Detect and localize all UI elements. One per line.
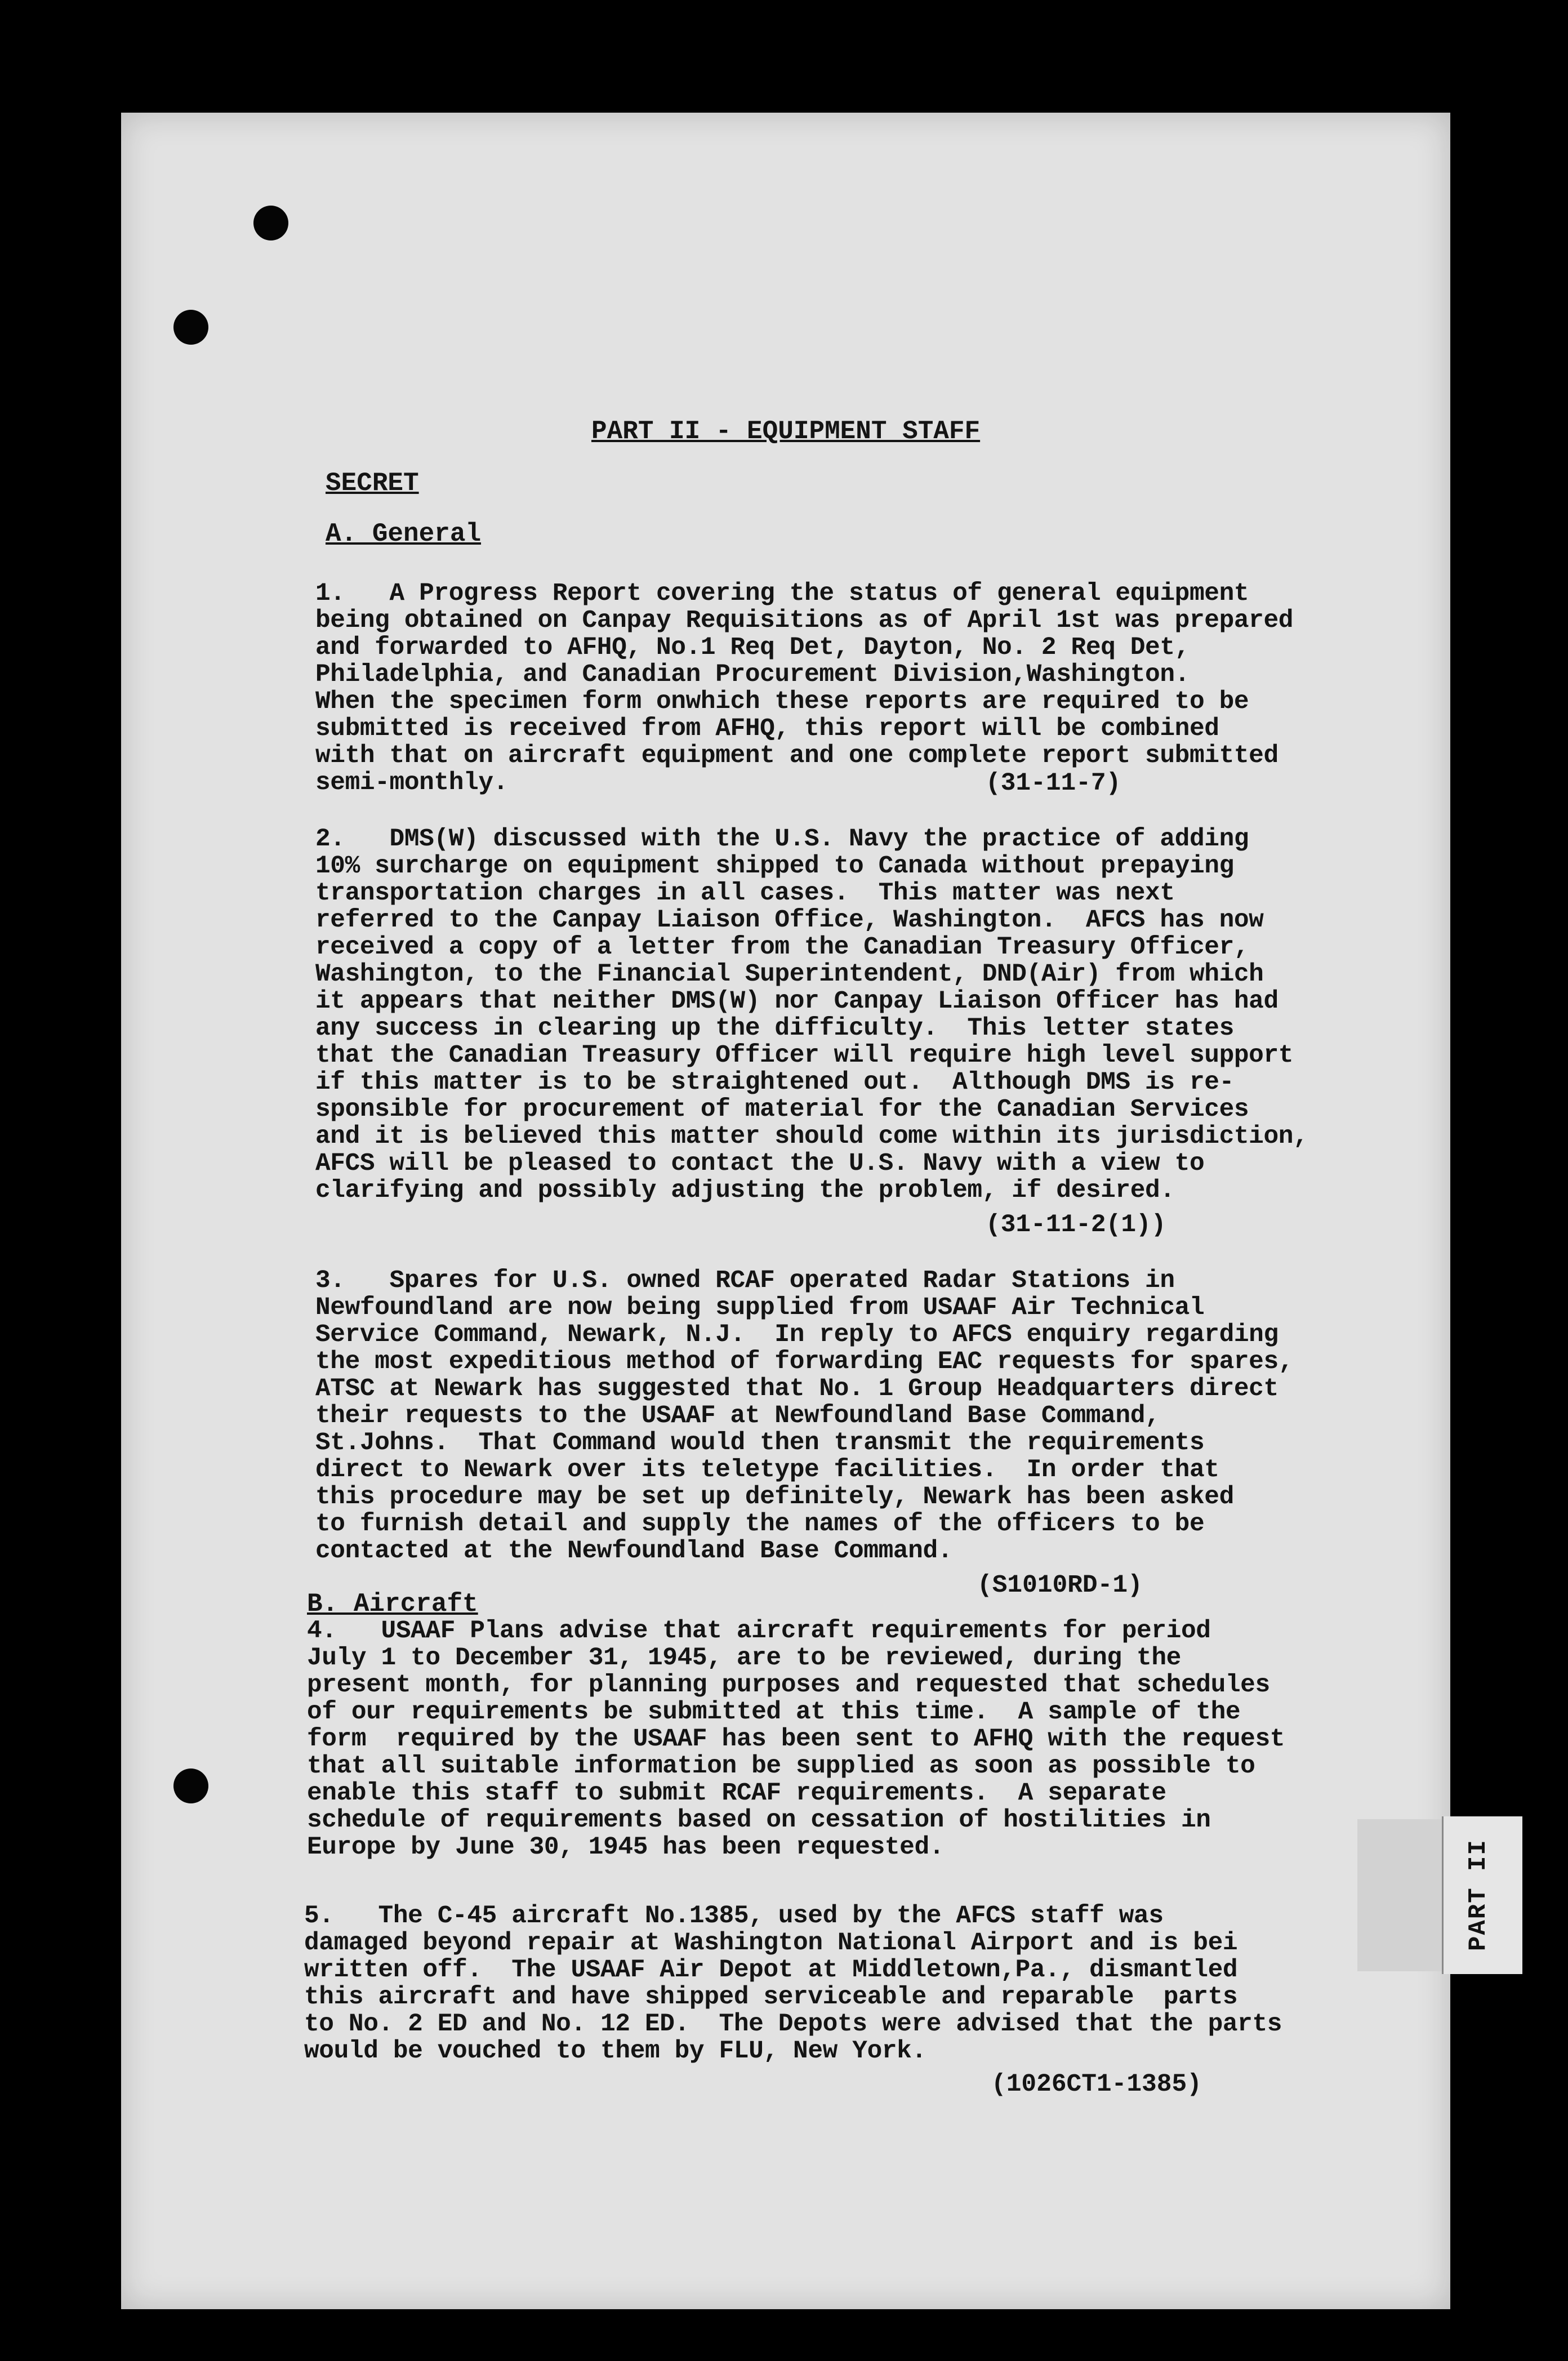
text-line: Washington, to the Financial Superintendent, DND(Air) from which <box>315 960 1264 988</box>
text-line: submitted is received from AFHQ, this report will be combined <box>315 715 1219 743</box>
text-line: written off. The USAAF Air Depot at Middletown,Pa., dismantled <box>304 1956 1238 1984</box>
text-line: any success in clearing up the difficulty. This letter states <box>315 1014 1234 1043</box>
text-line: being obtained on Canpay Requisitions as of April 1st was prepared <box>315 607 1294 635</box>
text-line: their requests to the USAAF at Newfoundland Base Command, <box>315 1402 1160 1430</box>
text-line: contacted at the Newfoundland Base Command. <box>315 1537 953 1565</box>
text-line: St.Johns. That Command would then transmit the requirements <box>315 1429 1205 1457</box>
punch-hole <box>173 310 208 345</box>
text-line: sponsible for procurement of material for the Canadian Services <box>315 1095 1249 1124</box>
text-line: Service Command, Newark, N.J. In reply to AFCS enquiry regarding <box>315 1321 1279 1349</box>
section-heading-general: A. General <box>326 519 482 549</box>
text-line: it appears that neither DMS(W) nor Canpay Liaison Officer has had <box>315 987 1279 1015</box>
file-reference: (31-11-2(1)) <box>986 1211 1166 1239</box>
text-line: enable this staff to submit RCAF requirements. A separate <box>307 1779 1166 1807</box>
text-line: of our requirements be submitted at this time. A sample of the <box>307 1698 1241 1726</box>
text-line: AFCS will be pleased to contact the U.S. Navy with a view to <box>315 1150 1205 1178</box>
text-line: form required by the USAAF has been sent to AFHQ with the request <box>307 1725 1285 1753</box>
text-line: that all suitable information be supplied as soon as possible to <box>307 1752 1255 1780</box>
text-line: the most expeditious method of forwarding EAC requests for spares, <box>315 1348 1294 1376</box>
file-reference: (31-11-7) <box>986 769 1121 798</box>
text-line: and it is believed this matter should come within its jurisdiction, <box>315 1122 1308 1151</box>
text-line: 5. The C-45 aircraft No.1385, used by the AFCS staff was <box>304 1902 1164 1930</box>
section-heading-aircraft: B. Aircraft <box>307 1589 478 1619</box>
text-line: Europe by June 30, 1945 has been requested. <box>307 1833 945 1861</box>
text-line: received a copy of a letter from the Canadian Treasury Officer, <box>315 933 1249 961</box>
text-line: 1. A Progress Report covering the status of general equipment <box>315 580 1249 608</box>
text-line: transportation charges in all cases. This matter was next <box>315 879 1175 907</box>
text-line: with that on aircraft equipment and one complete report submitted <box>315 742 1279 770</box>
text-line: and forwarded to AFHQ, No.1 Req Det, Dayton, No. 2 Req Det, <box>315 634 1190 662</box>
text-line: referred to the Canpay Liaison Office, Washington. AFCS has now <box>315 906 1264 934</box>
file-reference: (S1010RD-1) <box>977 1571 1143 1600</box>
text-line: 3. Spares for U.S. owned RCAF operated Radar Stations in <box>315 1267 1175 1295</box>
text-line: this aircraft and have shipped serviceable and reparable parts <box>304 1983 1238 2011</box>
punch-hole <box>173 1768 208 1803</box>
paragraph-1 <box>315 580 1431 796</box>
paragraph-3 <box>315 1267 1431 1565</box>
text-line: schedule of requirements based on cessation of hostilities in <box>307 1806 1211 1834</box>
text-line: present month, for planning purposes and requested that schedules <box>307 1671 1270 1699</box>
text-line: ATSC at Newark has suggested that No. 1 Group Headquarters direct <box>315 1375 1279 1403</box>
text-line: direct to Newark over its teletype facilities. In order that <box>315 1456 1219 1484</box>
text-line: 2. DMS(W) discussed with the U.S. Navy the practice of adding <box>315 825 1249 853</box>
page-title: PART II - EQUIPMENT STAFF <box>591 417 981 446</box>
paragraph-4 <box>307 1618 1422 1861</box>
text-line: would be vouched to them by FLU, New York. <box>304 2037 926 2065</box>
text-line: semi-monthly. <box>315 769 508 797</box>
text-line: 4. USAAF Plans advise that aircraft requirements for period <box>307 1617 1211 1645</box>
text-line: to furnish detail and supply the names of the officers to be <box>315 1510 1205 1538</box>
text-line: damaged beyond repair at Washington National Airport and is bei <box>304 1929 1238 1957</box>
text-line: to No. 2 ED and No. 12 ED. The Depots were advised that the parts <box>304 2010 1282 2038</box>
text-line: 10% surcharge on equipment shipped to Canada without prepaying <box>315 852 1234 880</box>
punch-hole <box>253 206 288 240</box>
text-line: Philadelphia, and Canadian Procurement Division,Washington. <box>315 661 1190 689</box>
index-tab-label: PART II <box>1464 1839 1493 1952</box>
text-line: Newfoundland are now being supplied from USAAF Air Technical <box>315 1294 1205 1322</box>
text-line: clarifying and possibly adjusting the problem, if desired. <box>315 1177 1175 1205</box>
classification-label: SECRET <box>326 469 419 498</box>
text-line: July 1 to December 31, 1945, are to be reviewed, during the <box>307 1644 1181 1672</box>
text-line: this procedure may be set up definitely, Newark has been asked <box>315 1483 1234 1511</box>
paragraph-2 <box>315 826 1431 1204</box>
text-line: When the specimen form onwhich these reports are required to be <box>315 688 1249 716</box>
text-line: that the Canadian Treasury Officer will require high level support <box>315 1041 1294 1070</box>
file-reference: (1026CT1-1385) <box>991 2070 1202 2099</box>
text-line: if this matter is to be straightened out. Although DMS is re- <box>315 1068 1234 1097</box>
paragraph-5 <box>304 1903 1419 2065</box>
